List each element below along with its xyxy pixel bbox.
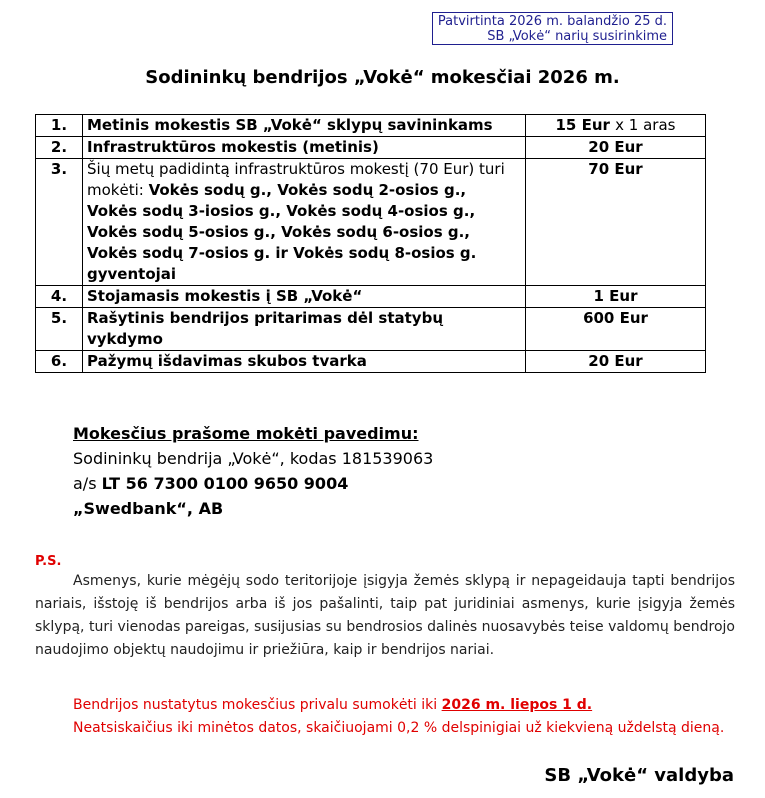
signature: SB „Vokė“ valdyba (544, 765, 734, 786)
fee-amount: 20 Eur (526, 137, 706, 159)
fee-amount: 70 Eur (526, 159, 706, 286)
bank-account (73, 471, 433, 496)
table-row (36, 137, 706, 159)
fee-amount: 1 Eur (526, 286, 706, 308)
table-row (36, 286, 706, 308)
fee-description-plain: Šių metų padidintą infrastruktūros mokestį (70 Eur) turi mokėti: (87, 160, 505, 199)
deadline-prefix: Bendrijos nustatytus mokesčius privalu sumokėti iki (73, 697, 438, 713)
fee-description (83, 159, 526, 286)
table-row (36, 308, 706, 351)
fee-amount: 600 Eur (526, 308, 706, 351)
approval-box (432, 12, 673, 45)
row-number: 6. (36, 351, 83, 373)
table-row (36, 115, 706, 137)
fee-description: Infrastruktūros mokestis (metinis) (83, 137, 526, 159)
fee-amount-value: 15 Eur (555, 116, 610, 134)
fee-unit: x 1 aras (615, 116, 676, 134)
row-number: 5. (36, 308, 83, 351)
fee-amount: 20 Eur (526, 351, 706, 373)
payment-heading: Mokesčius prašome mokėti pavedimu: (73, 424, 419, 443)
payment-deadline (35, 694, 735, 740)
company-info: Sodininkų bendrija „Vokė“, kodas 181539063 (73, 449, 434, 468)
approval-body: SB „Vokė“ narių susirinkime (487, 29, 667, 44)
approval-date: Patvirtinta 2026 m. balandžio 25 d. (437, 14, 667, 29)
fee-description: Stojamasis mokestis į SB „Vokė“ (83, 286, 526, 308)
row-number: 1. (36, 115, 83, 137)
row-number: 4. (36, 286, 83, 308)
fee-description: Metinis mokestis SB „Vokė“ sklypų savininkams (83, 115, 526, 137)
deadline-date: 2026 m. liepos 1 d. (441, 697, 593, 713)
ps-paragraph: Asmenys, kurie mėgėjų sodo teritorijoje įsigyja žemės sklypą ir nepageidauja tapti bendrijos nariais, išstoję iš bendrijos arba iš jos pašalinti, taip pat juridiniai asmenys, kurie įsigyja žemės sklypą, turi vienodas pareigas, susijusias su bendrosios dalinės nuosavybės teise valdomų bendrojo naudojimo objektų naudojimu ir priežiūra, kaip ir bendrijos nariai. (35, 573, 735, 658)
fee-description: Pažymų išdavimas skubos tvarka (83, 351, 526, 373)
row-number: 3. (36, 159, 83, 286)
row-number: 2. (36, 137, 83, 159)
bank-name: „Swedbank“, AB (73, 499, 224, 518)
deadline-line (35, 694, 735, 717)
fee-description: Rašytinis bendrijos pritarimas dėl statybų vykdymo (83, 308, 526, 351)
ps-label: P.S. (35, 554, 62, 569)
account-number: LT 56 7300 0100 9650 9004 (101, 474, 349, 493)
fee-amount (526, 115, 706, 137)
fee-description-streets: Vokės sodų g., Vokės sodų 2-osios g., Vokės sodų 3-iosios g., Vokės sodų 4-osios g., Vokės sodų 5-osios g., Vokės sodų 6-osios g., Vokės sodų 7-osios g. ir Vokės sodų 8-osios g. gyventojai (87, 181, 477, 283)
table-row (36, 159, 706, 286)
payment-details (73, 421, 433, 521)
table-row (36, 351, 706, 373)
penalty-note: Neatsiskaičius iki minėtos datos, skaičiuojami 0,2 % delspinigiai už kiekvieną uždelstą dieną. (73, 720, 725, 736)
fees-table (35, 114, 706, 373)
page-title: Sodininkų bendrijos „Vokė“ mokesčiai 2026 m. (145, 67, 620, 88)
account-prefix: a/s (73, 474, 97, 493)
